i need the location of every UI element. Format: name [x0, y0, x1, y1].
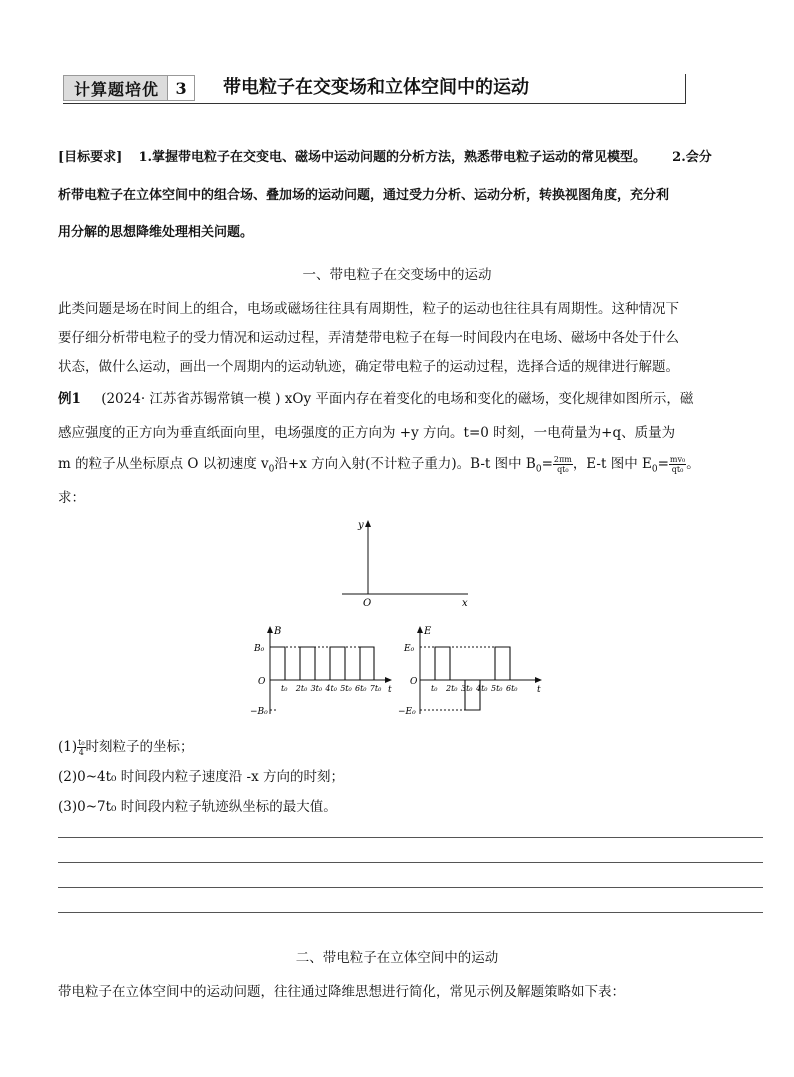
example-eq-1: =	[541, 456, 553, 472]
q1-text: 时刻粒子的坐标；	[85, 739, 194, 755]
example-text-3i: 。	[686, 456, 700, 472]
goals-line-1	[58, 146, 712, 165]
example-text-1: xOy 平面内存在着变化的电场和变化的磁场，变化规律如图所示，磁	[284, 391, 694, 407]
b0-numerator: 2πm	[553, 455, 572, 464]
v0-sub: 0	[268, 464, 275, 475]
et-tick-label: 4t₀	[476, 684, 488, 693]
goals-label: [目标要求]	[58, 150, 123, 165]
et-origin-label: O	[410, 677, 418, 687]
e0-denominator: qt₀	[671, 465, 684, 474]
origin-label: O	[363, 598, 372, 609]
question-2: (2)0~4t₀ 时间段内粒子速度沿 -x 方向的时刻；	[58, 769, 344, 785]
et-graph	[396, 622, 546, 717]
b0-sub: 0	[535, 464, 542, 475]
et-square-wave	[420, 647, 510, 710]
bt-tick-label: t₀	[281, 684, 288, 693]
answer-line-2	[58, 862, 763, 863]
bt-square-wave	[270, 647, 374, 680]
et-axis-label: E	[424, 626, 432, 637]
et-tick-label: 2t₀	[446, 684, 458, 693]
goals-text-1b: 2.会分	[672, 150, 712, 165]
e0-sub: 0	[651, 464, 658, 475]
section-1-title: 一、带电粒子在交变场中的运动	[302, 267, 492, 283]
et-tick-label: 6t₀	[506, 684, 518, 693]
example-text-3f: ，E-t 图中 E	[572, 456, 652, 472]
e0-fraction	[669, 455, 686, 474]
bt-origin-label: O	[258, 677, 266, 687]
et-axis-arrow-icon	[417, 626, 423, 633]
et-t-label: t	[537, 685, 541, 695]
y-axis-arrow-icon	[365, 520, 371, 527]
section-2-para-1: 带电粒子在立体空间中的运动问题，往往通过降维思想进行简化，常见示例及解题策略如下表：	[58, 984, 625, 1000]
topic-number: 3	[167, 76, 194, 100]
b0-fraction	[553, 455, 573, 474]
bt-tick-labels	[281, 684, 382, 693]
et-tick-label: 5t₀	[491, 684, 503, 693]
b0-denominator: qt₀	[557, 465, 569, 474]
example-eq-2: =	[657, 456, 669, 472]
bt-tick-label: 4t₀	[325, 684, 337, 693]
bt-tick-label: 2t₀	[295, 684, 308, 693]
example-line-2: 感应强度的正方向为垂直纸面向里，电场强度的正方向为 +y 方向。t=0 时刻，一电荷量为+q、质量为	[58, 425, 676, 441]
bt-pos-label: B₀	[254, 644, 265, 654]
example-line-3	[58, 452, 700, 475]
example-ask: 求：	[58, 490, 85, 506]
section-1-para-2: 要仔细分析带电粒子的受力情况和运动过程，弄清楚带电粒子在每一时间段内在电场、磁场中各处于什么	[58, 330, 679, 346]
page-title: 带电粒子在交变场和立体空间中的运动	[223, 77, 529, 98]
header-rule	[63, 103, 685, 104]
q1-fraction	[77, 738, 85, 757]
e0-numerator: mv₀	[669, 455, 686, 464]
question-1	[58, 735, 194, 757]
bt-axis-arrow-icon	[267, 626, 273, 633]
example-line-1	[58, 387, 693, 407]
goals-line-2: 析带电粒子在立体空间中的组合场、叠加场的运动问题，通过受力分析、运动分析，转换视图角度，充分利	[58, 188, 670, 203]
et-tick-labels	[431, 684, 518, 693]
bt-tick-label: 3t₀	[310, 684, 323, 693]
goals-line-3: 用分解的思想降维处理相关问题。	[58, 225, 254, 240]
bt-tick-label: 6t₀	[355, 684, 367, 693]
section-2-title: 二、带电粒子在立体空间中的运动	[295, 950, 499, 966]
et-pos-label: E₀	[404, 644, 415, 654]
goals-text-1: 1.掌握带电粒子在交变电、磁场中运动问题的分析方法，熟悉带电粒子运动的常见模型。	[138, 150, 647, 165]
et-time-arrow-icon	[535, 677, 542, 683]
example-label: 例1	[58, 391, 81, 407]
q1-prefix: (1)	[58, 739, 78, 755]
bt-neg-label: −B₀	[250, 707, 268, 717]
q1-numerator: t₀	[78, 738, 85, 747]
x-axis-label: x	[462, 598, 468, 609]
section-1-para-1: 此类问题是场在时间上的组合，电场或磁场往往具有周期性，粒子的运动也往往具有周期性。这种情况下	[58, 301, 679, 317]
bt-t-label: t	[388, 685, 392, 695]
answer-line-4	[58, 912, 763, 913]
bt-tick-label: 5t₀	[340, 684, 352, 693]
y-axis-label: y	[358, 520, 364, 531]
example-source: (2024· 江苏省苏锡常镇一模 )	[101, 391, 281, 407]
question-3: (3)0~7t₀ 时间段内粒子轨迹纵坐标的最大值。	[58, 799, 337, 815]
q1-denominator: 4	[78, 748, 84, 757]
bt-axis-label: B	[274, 626, 282, 637]
bt-time-arrow-icon	[385, 677, 392, 683]
et-tick-label: 3t₀	[461, 684, 473, 693]
bt-graph	[250, 622, 395, 717]
topic-tag-label: 计算题培优	[74, 79, 160, 99]
xy-axis-figure	[330, 514, 480, 609]
answer-line-3	[58, 887, 763, 888]
topic-tag	[63, 75, 195, 101]
et-neg-label: −E₀	[398, 707, 416, 717]
answer-line-1	[58, 837, 763, 838]
section-1-para-3: 状态，做什么运动，画出一个周期内的运动轨迹，确定带电粒子的运动过程，选择合适的规律进行解题。	[58, 359, 679, 375]
bt-tick-label: 7t₀	[369, 684, 382, 693]
section-header	[63, 74, 686, 104]
et-tick-label: t₀	[431, 684, 438, 693]
example-text-3c: 沿+x 方向入射(不计粒子重力)。B-t 图中 B	[274, 456, 536, 472]
example-text-3a: m 的粒子从坐标原点 O 以初速度 v	[58, 456, 269, 472]
